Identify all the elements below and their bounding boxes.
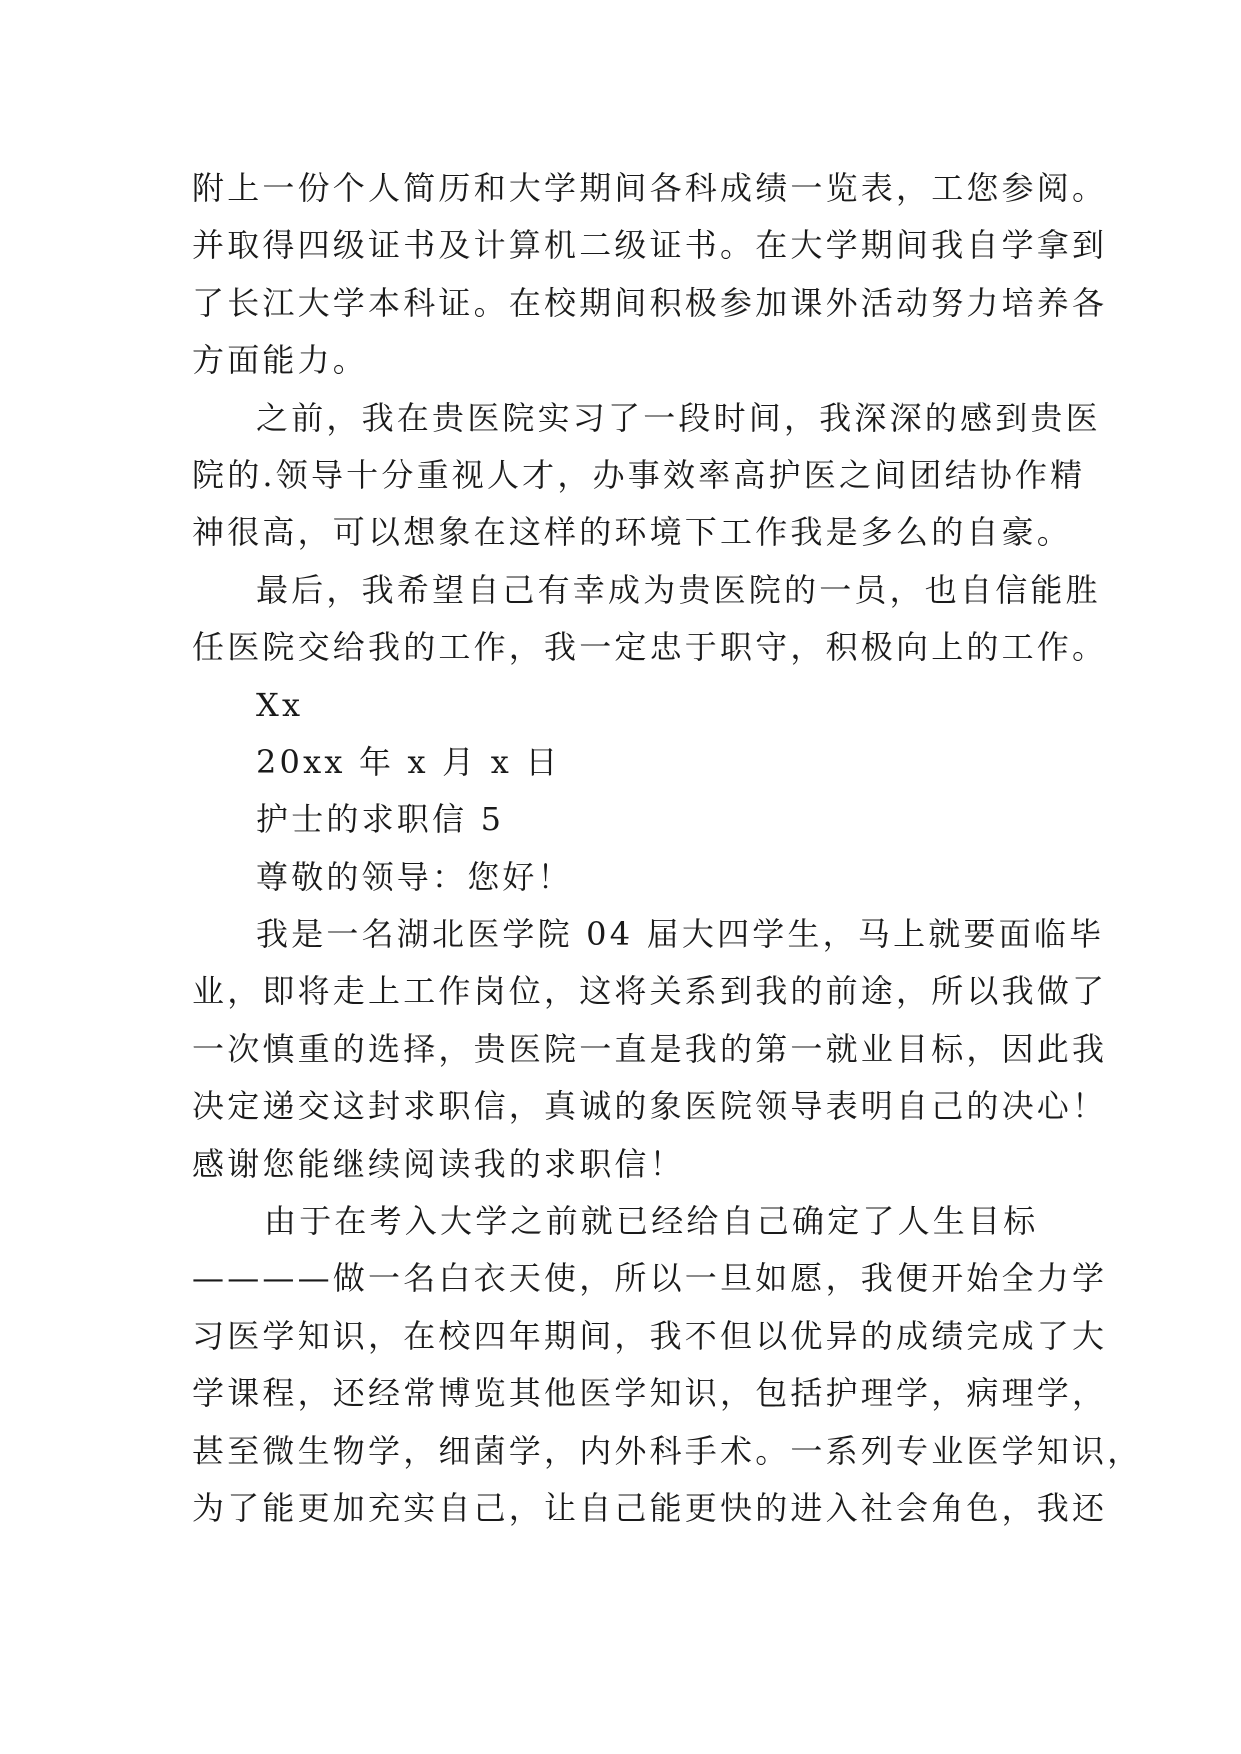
- body-line: 学课程，还经常博览其他医学知识，包括护理学，病理学，: [192, 1374, 1108, 1413]
- body-line: 神很高，可以想象在这样的环境下工作我是多么的自豪。: [192, 513, 1073, 552]
- paragraph-start-line: 之前，我在贵医院实习了一段时间，我深深的感到贵医: [256, 398, 1101, 437]
- body-line: 任医院交给我的工作，我一定忠于职守，积极向上的工作。: [192, 628, 1108, 667]
- letter-title: 护士的求职信 5: [256, 800, 505, 839]
- body-line: 为了能更加充实自己，让自己能更快的进入社会角色，我还: [192, 1488, 1108, 1527]
- body-line: 了长江大学本科证。在校期间积极参加课外活动努力培养各: [192, 283, 1108, 322]
- paragraph-start-line: 由于在考入大学之前就已经给自己确定了人生目标: [264, 1202, 1039, 1241]
- body-line: 方面能力。: [192, 341, 369, 380]
- body-line: 一次慎重的选择，贵医院一直是我的第一就业目标，因此我: [192, 1029, 1108, 1068]
- body-line: 决定递交这封求职信，真诚的象医院领导表明自己的决心！: [192, 1087, 1108, 1126]
- body-line: ————做一名白衣天使，所以一旦如愿，我便开始全力学: [192, 1259, 1108, 1298]
- salutation: 尊敬的领导：您好！: [256, 857, 573, 896]
- body-line: 并取得四级证书及计算机二级证书。在大学期间我自学拿到: [192, 226, 1108, 265]
- body-line: 甚至微生物学，细菌学，内外科手术。一系列专业医学知识，: [192, 1431, 1143, 1470]
- body-line: 附上一份个人简历和大学期间各科成绩一览表，工您参阅。: [192, 169, 1108, 207]
- paragraph-start-line: 我是一名湖北医学院 04 届大四学生，马上就要面临毕: [256, 915, 1105, 954]
- paragraph-start-line: 最后，我希望自己有幸成为贵医院的一员，也自信能胜: [256, 570, 1101, 609]
- body-line: 感谢您能继续阅读我的求职信！: [192, 1144, 685, 1183]
- signature-date: 20xx 年 x 月 x 日: [256, 742, 561, 781]
- body-line: 院的.领导十分重视人才，办事效率高护医之间团结协作精: [192, 455, 1086, 494]
- signature-name: Xx: [256, 685, 304, 724]
- body-line: 业，即将走上工作岗位，这将关系到我的前途，所以我做了: [192, 972, 1108, 1011]
- body-line: 习医学知识，在校四年期间，我不但以优异的成绩完成了大: [192, 1316, 1108, 1355]
- document-body: [192, 160, 1143, 1537]
